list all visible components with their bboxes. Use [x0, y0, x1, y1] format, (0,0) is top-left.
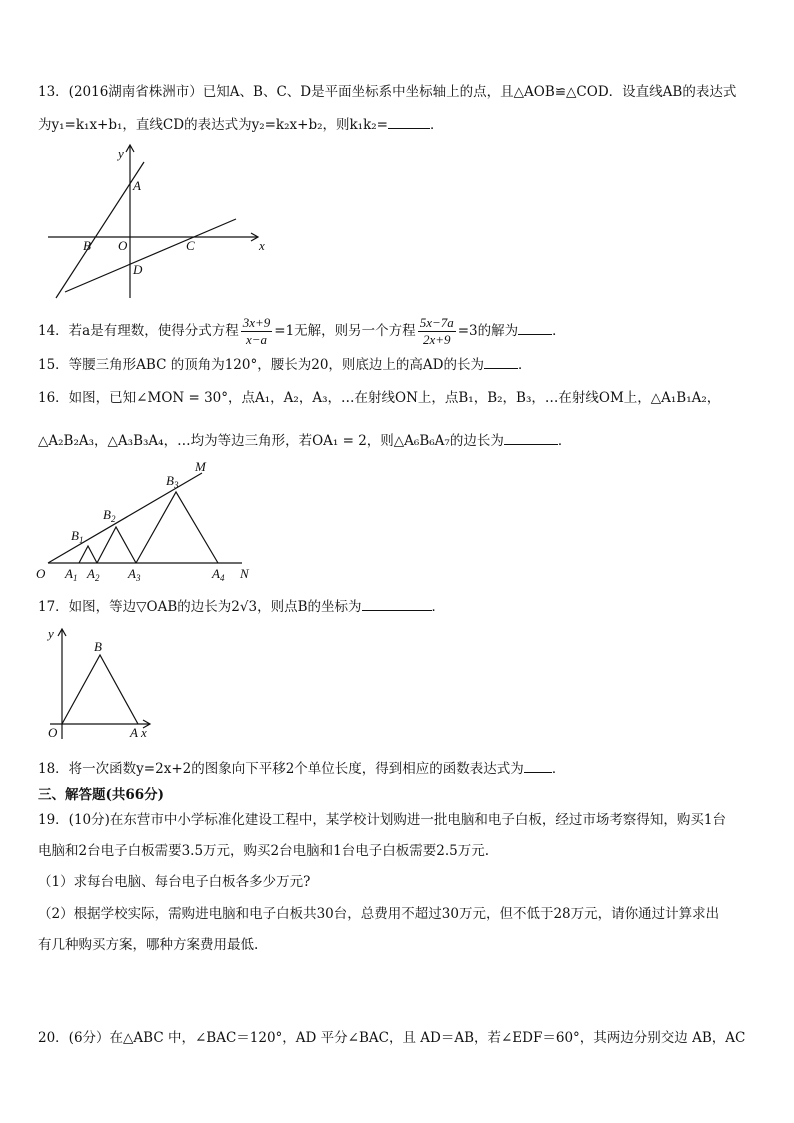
q16-line2	[38, 430, 571, 451]
q16-label-o: O	[36, 566, 46, 581]
q16-label-a1: $A_1$	[65, 566, 78, 583]
q16-triangle-2	[97, 527, 136, 563]
q13-line-cd	[65, 219, 236, 292]
q16-label-b3: $B_3$	[166, 473, 179, 490]
q13-label-c: C	[186, 238, 195, 253]
q13-answer-blank[interactable]	[388, 114, 430, 129]
q16-end: ．	[557, 433, 572, 449]
q17-answer-blank[interactable]	[362, 596, 432, 611]
q14-line	[38, 312, 566, 350]
q19-part2-line2: 有几种购买方案，哪种方案费用最低.	[38, 937, 259, 953]
q13-label-d: D	[133, 262, 143, 277]
section3-heading: 三、解答题(共66分)	[38, 787, 165, 803]
q17-label-y: y	[48, 626, 54, 641]
q19-line1: 19．(10分)在东营市中小学标准化建设工程中，某学校计划购进一批电脑和电子白板，经过市场考察得知，购买1台	[38, 812, 726, 828]
q19-part2-line1: （2）根据学校实际，需购进电脑和电子白板共30台，总费用不超过30万元，但不低于28万元，请你通过计算求出	[38, 906, 720, 922]
q16-label-n: N	[240, 566, 249, 581]
q18-answer-blank[interactable]	[524, 758, 552, 773]
q15-answer-blank[interactable]	[484, 354, 518, 369]
q17-label-b: B	[94, 639, 102, 654]
q14-end: ．	[552, 323, 566, 339]
q16-label-a3: $A_3$	[128, 566, 141, 583]
q13-line1: 13．(2016湖南省株洲市）已知A、B、C、D是平面坐标系中坐标轴上的点，且△AOB≌△COD．设直线AB的表达式	[38, 84, 737, 100]
q17-label-o: O	[48, 725, 58, 740]
q17-text: 17．如图，等边▽OAB的边长为2√3，则点B的坐标为	[38, 599, 362, 615]
q16-line1: 16．如图，已知∠MON = 30°，点A₁，A₂，A₃，…在射线ON上，点B₁，B₂，B₃，…在射线OM上，△A₁B₁A₂，	[38, 390, 721, 406]
q14-frac2-denominator: 2x+9	[422, 332, 451, 347]
q17-end: ．	[431, 599, 445, 615]
q18-end: ．	[551, 761, 566, 777]
q17-label-x: x	[141, 725, 147, 740]
q16-label-m: M	[195, 459, 206, 474]
q14-prefix: 14．若a是有理数，使得分式方程	[38, 323, 239, 339]
q13-label-b: B	[83, 238, 91, 253]
q14-fraction-1	[241, 315, 273, 348]
q16-line2-text: △A₂B₂A₃，△A₃B₃A₄，…均为等边三角形，若OA₁ = 2，则△A₆B₆A₇的边长为	[38, 433, 504, 449]
q14-frac2-numerator: 5x−7a	[419, 315, 454, 330]
q17-triangle-oab	[62, 655, 138, 724]
q16-label-b1: $B_1$	[71, 528, 84, 545]
q16-answer-blank[interactable]	[504, 430, 558, 445]
q13-line2-end: ．	[430, 117, 444, 133]
q13-label-o: O	[118, 238, 128, 253]
q14-answer-blank[interactable]	[518, 320, 552, 335]
q13-label-y: y	[118, 146, 124, 161]
q16-ray-om	[48, 473, 202, 563]
q15-text: 15．等腰三角形ABC 的顶角为120°，腰长为20，则底边上的高AD的长为	[38, 357, 484, 373]
q13-line2-text: 为y₁=k₁x+b₁，直线CD的表达式为y₂=k₂x+b₂，则k₁k₂=	[38, 117, 388, 133]
q14-fraction-2	[418, 315, 456, 348]
q14-frac1-denominator: x−a	[245, 332, 268, 347]
q13-label-x: x	[259, 238, 265, 253]
q14-frac1-numerator: 3x+9	[242, 315, 271, 330]
q16-label-a4: $A_4$	[212, 566, 225, 583]
q16-triangle-1	[79, 546, 97, 563]
q19-part1: （1）求每台电脑、每台电子白板各多少万元?	[38, 874, 311, 890]
q15-end: ．	[518, 357, 532, 373]
q18-line	[38, 758, 565, 779]
q16-triangle-3	[136, 492, 218, 563]
q16-label-b2: $B_2$	[103, 507, 116, 524]
q15-line	[38, 354, 532, 375]
q17-line	[38, 596, 445, 617]
q19-line2: 电脑和2台电子白板需要3.5万元，购买2台电脑和1台电子白板需要2.5万元.	[38, 843, 489, 859]
q16-figure	[30, 455, 270, 585]
q18-text: 18．将一次函数y=2x+2的图象向下平移2个单位长度，得到相应的函数表达式为	[38, 761, 524, 777]
q17-figure	[34, 624, 164, 742]
q13-label-a: A	[133, 178, 141, 193]
q20-line1: 20．(6分）在△ABC 中，∠BAC＝120°，AD 平分∠BAC，且 AD＝AB，若∠EDF＝60°，其两边分别交边 AB，AC	[38, 1030, 746, 1046]
q14-suffix: =3的解为	[457, 323, 519, 339]
q14-mid: =1无解，则另一个方程	[274, 323, 416, 339]
q16-label-a2: $A_2$	[87, 566, 100, 583]
q13-figure	[40, 140, 280, 305]
q13-line2	[38, 114, 444, 135]
q17-label-a: A	[130, 725, 138, 740]
